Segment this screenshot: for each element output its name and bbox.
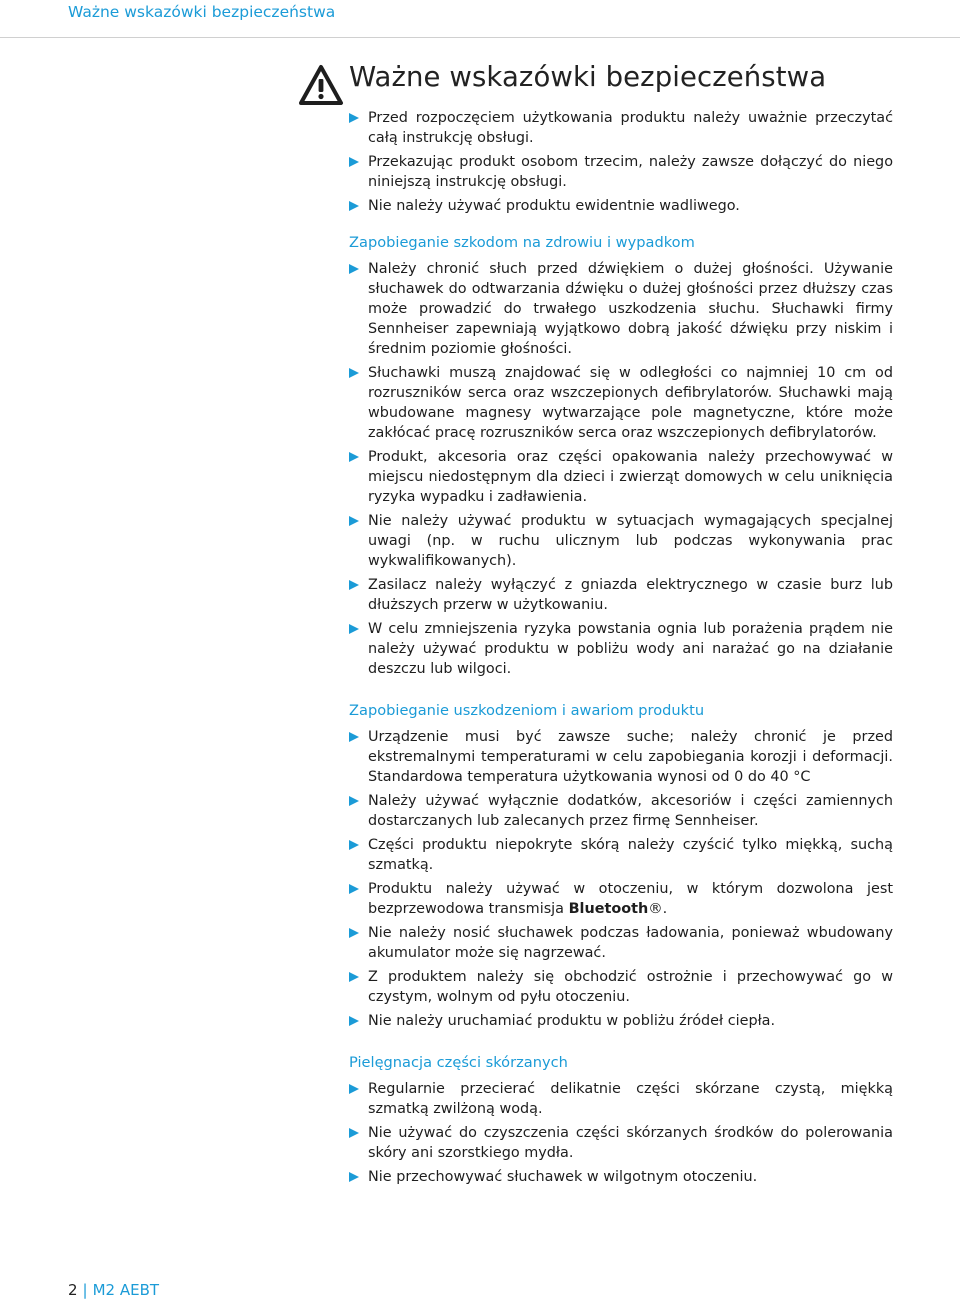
list-item-text: Nie należy używać produktu w sytuacjach wymagających specjalnej uwagi (np. w ruchu ulicznym lub podczas wykonywania prac wykwalifikowanych). xyxy=(368,513,893,569)
section-heading-damage: Zapobieganie uszkodzeniom i awariom produktu xyxy=(349,702,705,719)
bullet-icon xyxy=(349,113,359,123)
list-item xyxy=(349,1079,893,1119)
list-item-text: Regularnie przecierać delikatnie części skórzane czystą, miękką szmatką zwilżoną wodą. xyxy=(368,1081,893,1117)
list-item-text: Nie należy nosić słuchawek podczas ładowania, ponieważ wbudowany akumulator może się nagrzewać. xyxy=(368,925,893,961)
list-item xyxy=(349,967,893,1007)
bullet-icon xyxy=(349,928,359,938)
content xyxy=(349,108,893,1191)
list-item xyxy=(349,1123,893,1163)
section-heading-health: Zapobieganie szkodom na zdrowiu i wypadkom xyxy=(349,234,695,251)
bullet-icon xyxy=(349,796,359,806)
list-item-text: Należy używać wyłącznie dodatków, akcesoriów i części zamiennych dostarczanych lub zalecanych przez firmę Sennheiser. xyxy=(368,793,893,829)
page-footer xyxy=(68,1280,159,1300)
bullet-icon xyxy=(349,452,359,462)
bullet-icon xyxy=(349,972,359,982)
list-item-text: Słuchawki muszą znajdować się w odległości co najmniej 10 cm od rozruszników serca oraz wszczepionych defibrylatorów. Słuchawki mają wbudowane magnesy wytwarzające pole magnetyczne, które może zakłócać pracę rozruszników serca oraz wszczepionych defibrylatorów. xyxy=(368,365,893,441)
list-item xyxy=(349,196,893,216)
list-item xyxy=(349,727,893,787)
list-item xyxy=(349,619,893,679)
footer-separator: | xyxy=(82,1281,88,1299)
list-item xyxy=(349,108,893,148)
bullet-icon xyxy=(349,368,359,378)
bullet-icon xyxy=(349,624,359,634)
bullet-icon xyxy=(349,516,359,526)
model-name: M2 AEBT xyxy=(92,1281,160,1299)
list-item-text: Nie używać do czyszczenia części skórzanych środków do polerowania skóry ani szorstkiego mydła. xyxy=(368,1125,893,1161)
damage-list xyxy=(349,727,893,1031)
list-item xyxy=(349,447,893,507)
list-item xyxy=(349,152,893,192)
list-item xyxy=(349,835,893,875)
list-item-text: Z produktem należy się obchodzić ostrożnie i przechowywać go w czystym, wolnym od pyłu otoczeniu. xyxy=(368,969,893,1005)
intro-list xyxy=(349,108,893,216)
list-item xyxy=(349,511,893,571)
leather-list xyxy=(349,1079,893,1187)
list-item-text: Urządzenie musi być zawsze suche; należy chronić je przed ekstremalnymi temperaturami w celu zapobiegania korozji i deformacji. Standardowa temperatura użytkowania wynosi od 0 do 40 °C xyxy=(368,729,893,785)
list-item-text: Przed rozpoczęciem użytkowania produktu należy uważnie przeczytać całą instrukcję obsługi. xyxy=(368,110,893,146)
bullet-icon xyxy=(349,884,359,894)
bullet-icon xyxy=(349,1016,359,1026)
bluetooth-brand: Bluetooth xyxy=(568,901,649,917)
health-list xyxy=(349,259,893,679)
bullet-icon xyxy=(349,732,359,742)
page-number: 2 xyxy=(68,1281,78,1299)
list-item-text: Nie należy używać produktu ewidentnie wadliwego. xyxy=(368,198,740,214)
list-item-text: W celu zmniejszenia ryzyka powstania ognia lub porażenia prądem nie należy używać produktu w pobliżu wody ani narażać go na działanie deszczu lub wilgoci. xyxy=(368,621,893,677)
list-item-text: Produktu należy używać w otoczeniu, w którym dozwolona jest bezprzewodowa transmisja xyxy=(368,881,893,917)
list-item-text: Części produktu niepokryte skórą należy czyścić tylko miękką, suchą szmatką. xyxy=(368,837,893,873)
list-item xyxy=(349,259,893,359)
bullet-icon xyxy=(349,1084,359,1094)
list-item xyxy=(349,923,893,963)
header-title: Ważne wskazówki bezpieczeństwa xyxy=(68,3,336,21)
bullet-icon xyxy=(349,157,359,167)
section-heading-leather: Pielęgnacja części skórzanych xyxy=(349,1054,568,1071)
list-item xyxy=(349,791,893,831)
list-item-text: Nie przechowywać słuchawek w wilgotnym otoczeniu. xyxy=(368,1169,758,1185)
bullet-icon xyxy=(349,201,359,211)
list-item xyxy=(349,363,893,443)
list-item xyxy=(349,1011,893,1031)
bullet-icon xyxy=(349,580,359,590)
list-item-text: Przekazując produkt osobom trzecim, należy zawsze dołączyć do niego niniejszą instrukcję obsługi. xyxy=(368,154,893,190)
list-item xyxy=(349,1167,893,1187)
bullet-icon xyxy=(349,1172,359,1182)
registered-mark: ®. xyxy=(648,901,668,917)
list-item-text: Zasilacz należy wyłączyć z gniazda elektrycznego w czasie burz lub dłuższych przerw w użytkowaniu. xyxy=(368,577,893,613)
list-item-text: Produkt, akcesoria oraz części opakowania należy przechowywać w miejscu niedostępnym dla dzieci i zwierząt domowych w celu uniknięcia ryzyka wypadku i zadławienia. xyxy=(368,449,893,505)
list-item xyxy=(349,879,893,919)
bullet-icon xyxy=(349,264,359,274)
running-header xyxy=(0,0,960,38)
bullet-icon xyxy=(349,840,359,850)
list-item xyxy=(349,575,893,615)
warning-triangle-icon xyxy=(298,64,344,106)
page-title: Ważne wskazówki bezpieczeństwa xyxy=(349,61,827,93)
bullet-icon xyxy=(349,1128,359,1138)
list-item-text: Nie należy uruchamiać produktu w pobliżu źródeł ciepła. xyxy=(368,1013,776,1029)
list-item-text: Należy chronić słuch przed dźwiękiem o dużej głośności. Używanie słuchawek do odtwarzania dźwięku o dużej głośności przez dłuższy czas może prowadzić do trwałego uszkodzenia słuchu. Słuchawki firmy Sennheiser zapewniają wyjątkowo dobrą jakość dźwięku przy niskim i średnim poziomie głośności. xyxy=(368,261,893,357)
